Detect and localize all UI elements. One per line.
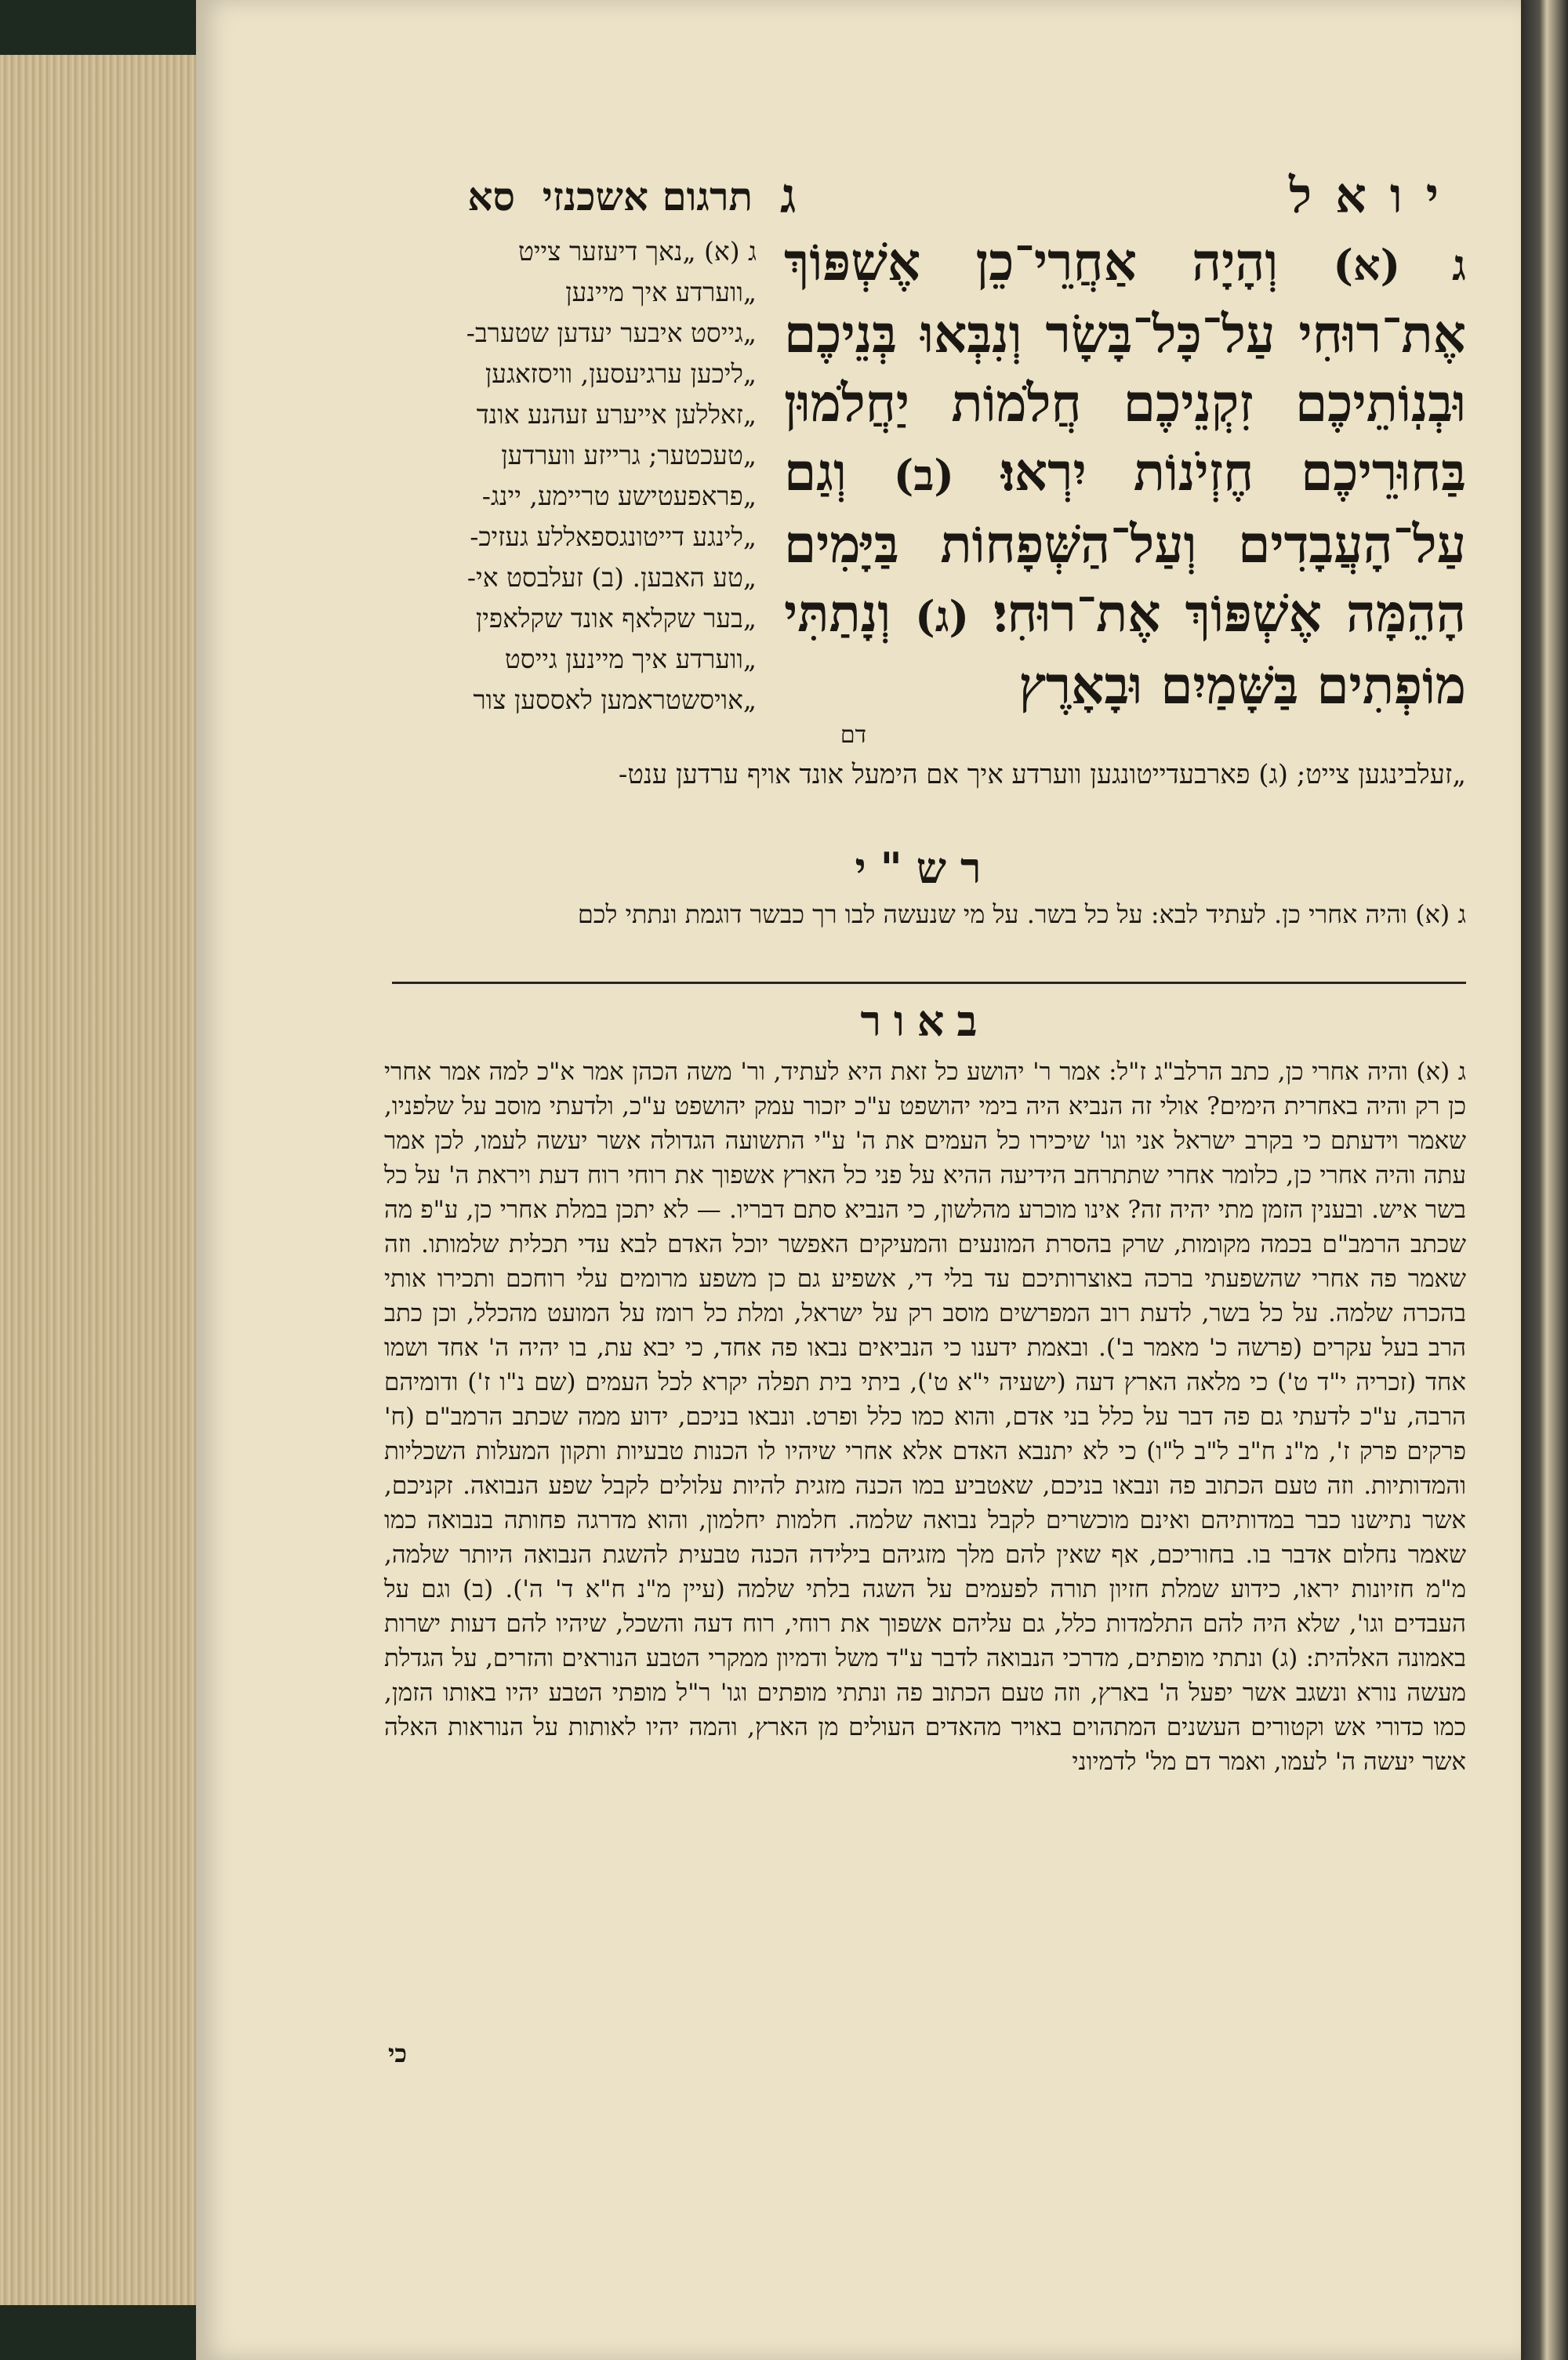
page-number: סא bbox=[467, 172, 515, 220]
rashi-title: רש"י bbox=[855, 843, 996, 893]
verse-continuation-marker: דם bbox=[840, 721, 866, 749]
beur-commentary: ג (א) והיה אחרי כן, כתב הרלב"ג ז"ל: אמר ר' יהושע כל זאת היא לעתיד, ור' משה הכהן אמר א"כ למה אמר אחרי כן רק והיה באחרית הימים? אולי זה הנביא היה בימי יהושפט ע"כ יזכור עמק יהושפט ע"כ, ולדעתי מוסב על שלפניו, שאמר וידעתם כי בקרב ישראל אני וגו' שיכירו כל העמים את ה' ע"י התשועה הגדולה אשר יעשה לעמו, לכן אמר עתה והיה אחרי כן, כלומר אחרי שתתרחב הידיעה ההיא על פני כל הארץ אשפוך את רוחי רוח דעת ויראת ה' על כל בשר איש. ובענין הזמן מתי יהיה זה? אינו מוכרע מהלשון, כי הנביא סתם דבריו. — לא יתכן במלת אחרי כן, ע"פ מה שכתב הרמב"ם בכמה מקומות, שרק בהסרת המונעים והמעיקים האפשר יוכל האדם לבא עדי תכלית שלמותו. וזה שאמר פה אחרי שהשפעתי ברכה באוצרותיכם עד בלי די, אשפיע גם כן משפע מרומים עלי רוחכם ותכירו אותי בהכרה שלמה. על כל בשר, לדעת רוב המפרשים מוסב רק על ישראל, ומלת כל רומז על המועט מהכלל, וכן כתב הרב בעל עקרים (פרשה כ' מאמר ב'). ובאמת ידענו כי הנביאים נבאו פה אחד, כי יבא עת, בו יהיה ה' אחד ושמו אחד (זכריה י"ד ט') כי מלאה הארץ דעה (ישעיה י"א ט'), ביתי בית תפלה יקרא לכל העמים (שם נ"ו ז') ודומיהם הרבה, ע"כ לדעתי גם פה דבר על כלל בני אדם, והוא כמו כלל ופרט. ונבאו בניכם, ידוע ממה שכתב הרמב"ם (ח' פרקים פרק ז', מ"נ ח"ב ל"ב ל"ו) כי לא יתנבא האדם אלא אחרי שיהיו לו הכנות טבעיות ותקון המעלות השכליות והמדותיות. וזה טעם הכתוב פה ונבאו בניכם, שאטביע במו הכנה מזגית להיות עלולים לקבל שפע הנבואה. זקניכם, אשר נתישנו כבר במדותיהם ואינם מוכשרים לקבל נבואה שלמה. חלמות יחלמון, והוא מדרגה פחותה בנבואה כמו שאמר נחלום אדבר בו. בחוריכם, אף שאין להם מלך מזגיהם בילידה הכנה טבעית להשגת הנבואה היותר שלמה, מ"מ חזיונות יראו, כידוע שמלת חזיון תורה לפעמים על השגה בלתי שלמה (עיין מ"נ ח"א ד' ה'). (ב) וגם על העבדים וגו', שלא היה להם התלמדות כלל, גם עליהם אשפוך את רוחי, רוח דעה והשכל, שיהיו להם דעות ישרות באמונה האלהית: (ג) ונתתי מופתים, מדרכי הנבואה לדבר ע"ד משל ודמיון ממקרי הטבע הנוראים והזרים, על הגדלת מעשה נורא ונשגב אשר יפעל ה' בארץ, וזה טעם הכתוב פה ונתתי מופתים וגו' ר"ל מופתי הטבע יהיו באותו הזמן, כמו כדורי אש וקטורים העשנים המתהוים באויר מהאדים העולים מן הארץ, והמה יהיו לאותות על הנוראות האלה אשר יעשה ה' לעמו, ואמר דם מל' לדמיוני bbox=[384, 1058, 1467, 1776]
translation-line: „אויסשטראמען לאססען צור bbox=[473, 684, 757, 715]
verse-text: וְנָתַתִּי מוֹפְתִים בַּשָּׁמַיִם וּבָאָרֶץ bbox=[784, 583, 1466, 716]
catchword: כי bbox=[388, 2039, 408, 2068]
chapter-number: ג bbox=[780, 167, 797, 224]
translation-line: „טע האבען. (ב) זעלבסט אי- bbox=[466, 562, 757, 593]
translation-continuation: „זעלבינגען צייט; (ג) פארבעדייטונגען ווערדע איך אם הימעל אונד אויף ערדען ענט- bbox=[618, 759, 1466, 790]
rashi-commentary: ג (א) והיה אחרי כן. לעתיד לבא: על כל בשר. על מי שנעשה לבו רך כבשר דוגמת ונתתי לכם bbox=[577, 899, 1466, 929]
translation-line: „טעכטער; גרייזע ווערדען bbox=[501, 440, 757, 470]
verse-tag: (ב) bbox=[893, 450, 954, 500]
translation-line: „ווערדע איך מיינען גייסט bbox=[504, 644, 757, 674]
verse-text: וְגַם עַל־הָעֲבָדִים וְעַל־הַשְּׁפָחוֹת בַּיָּמִים הָהֵמָּה אֶשְׁפּוֹךְ אֶת־רוּחִי׃ bbox=[784, 441, 1466, 644]
running-header-translation bbox=[384, 161, 753, 231]
translation-line: „ווערדע איך מיינען bbox=[565, 277, 757, 307]
translation-line: „לינגע דייטונגספאללע געזיכ- bbox=[470, 521, 757, 552]
book-cover-top bbox=[0, 0, 196, 55]
section-divider bbox=[392, 982, 1466, 984]
verse-tag: ג (א) bbox=[1333, 240, 1466, 290]
book-cover-bottom bbox=[0, 2305, 196, 2360]
running-header-book bbox=[780, 161, 1462, 231]
translation-title: תרגום אשכנזי bbox=[542, 172, 753, 220]
book-name: יואל bbox=[1289, 167, 1462, 224]
translation-line: „בער שקלאף אונד שקלאפין bbox=[475, 603, 757, 634]
translation-line: „ליכען ערגיעסען, וויסזאגען bbox=[485, 358, 757, 389]
translation-line: „פראפעטישע טריימע, יינג- bbox=[481, 481, 757, 511]
verse-text: וְהָיָה אַחֲרֵי־כֵן אֶשְׁפּוֹךְ אֶת־רוּחִי עַל־כָּל־בָּשָׂר וְנִבְּאוּ בְּנֵיכֶם וּבְנֽוֹתֵיכֶם זִקְנֵיכֶם חֲלֹמוֹת יַחֲלֹמוּן בַּחוּרֵיכֶם חֶזְיֹנוֹת יִרְאוּ׃ bbox=[784, 231, 1466, 503]
verse-tag: (ג) bbox=[915, 591, 970, 641]
translation-line: ג (א) „נאך דיעזער צייט bbox=[517, 236, 757, 267]
book-page-edges bbox=[0, 0, 199, 2360]
yiddish-translation-column bbox=[384, 231, 757, 764]
translation-line: „זאללען אייערע זעהנע אונד bbox=[476, 399, 757, 430]
facing-page-edge bbox=[1521, 0, 1568, 2360]
translation-line: „גייסט איבער יעדען שטערב- bbox=[466, 318, 757, 348]
beur-title: באור bbox=[860, 996, 990, 1046]
bible-verses bbox=[784, 227, 1466, 729]
